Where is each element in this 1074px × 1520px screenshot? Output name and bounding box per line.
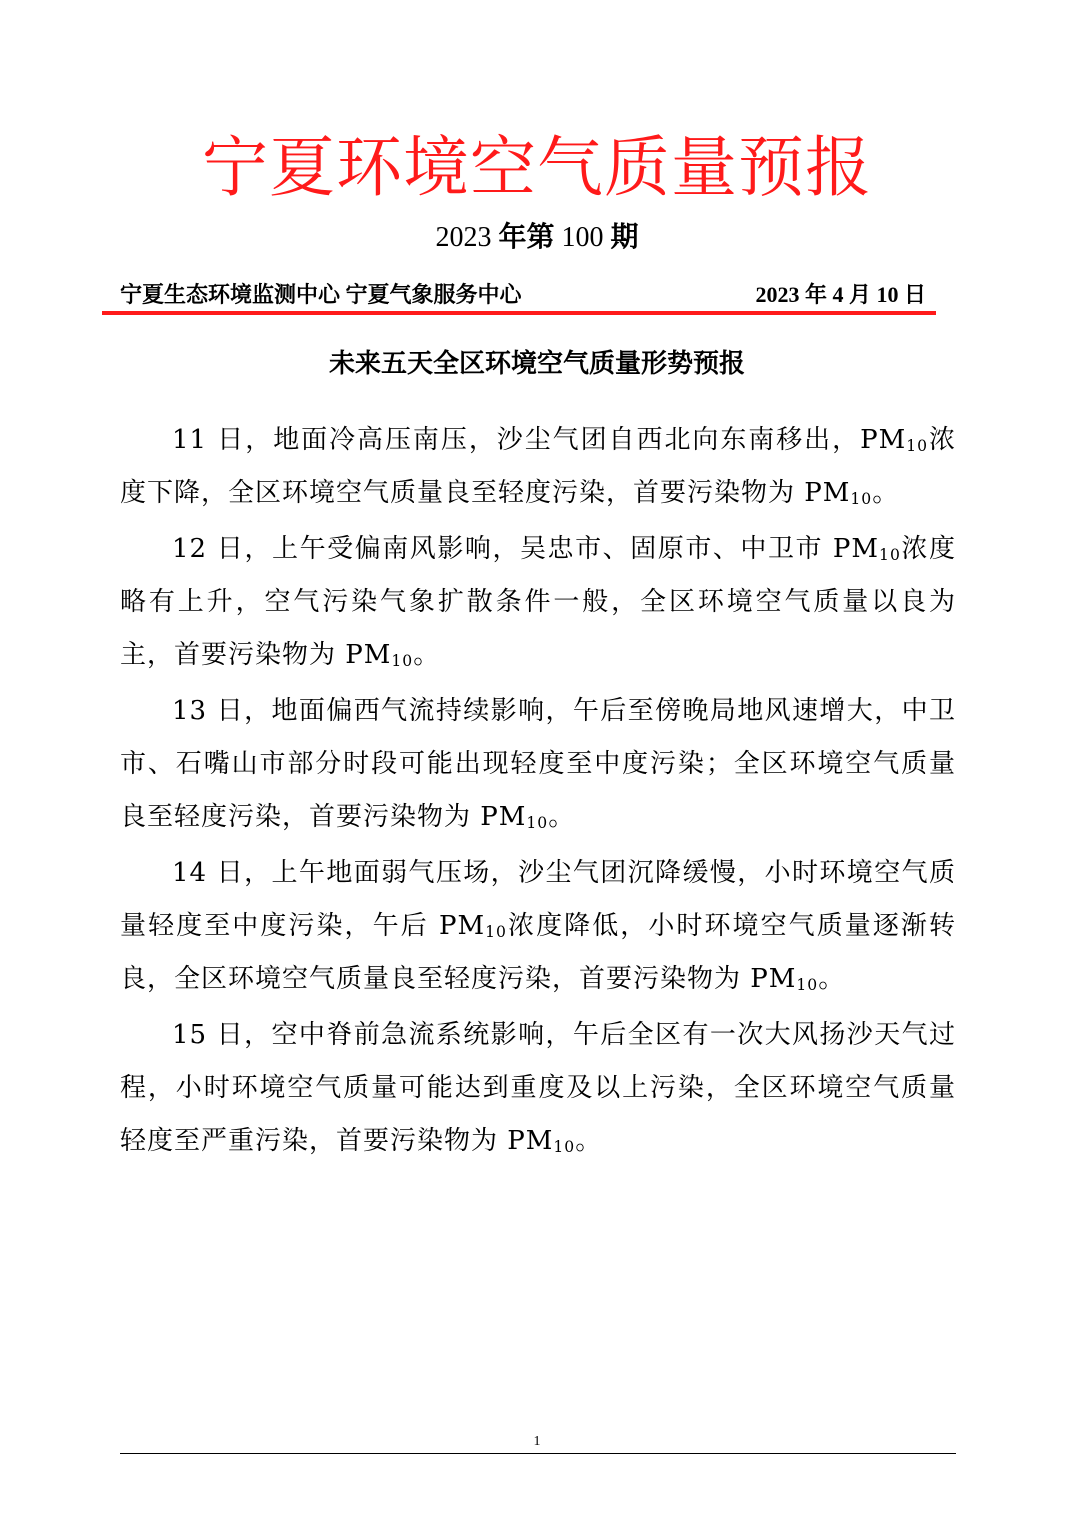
publish-date: 2023 年 4 月 10 日 [755,282,926,307]
issue-line [0,218,1074,258]
forecast-paragraph-day-12: 12 日，上午受偏南风影响，吴忠市、固原市、中卫市 $PM_{10}$浓度略有上升，空气污染气象扩散条件一般，全区环境空气质量以良为主，首要污染物为 $PM_{10}$。 [120,534,956,670]
forecast-paragraph-day-13: 13 日，地面偏西气流持续影响，午后至傍晚局地风速增大，中卫市、石嘴山市部分时段可能出现轻度至中度污染；全区环境空气质量良至轻度污染，首要污染物为 $PM_{10}$。 [120,696,956,832]
forecast-paragraph-day-14: 14 日，上午地面弱气压场，沙尘气团沉降缓慢，小时环境空气质量轻度至中度污染，午后 $PM_{10}$浓度降低，小时环境空气质量逐渐转良，全区环境空气质量良至轻度污染，首要污染物为 $PM_{10}$。 [120,858,956,994]
publisher-organizations: 宁夏生态环境监测中心 宁夏气象服务中心 [120,282,522,307]
issue-number-suffix: 期 [610,222,639,253]
footer-rule [120,1453,956,1454]
masthead-title: 宁夏环境空气质量预报 [202,129,872,206]
issue-year: 2023 [435,222,492,253]
issue-number: 100 [561,222,604,253]
forecast-paragraph-day-11: 11 日，地面冷高压南压，沙尘气团自西北向东南移出，$PM_{10}$浓度下降，全区环境空气质量良至轻度污染，首要污染物为 $PM_{10}$。 [120,425,956,508]
publisher-line [120,278,926,312]
forecast-paragraph-day-15: 15 日，空中脊前急流系统影响，午后全区有一次大风扬沙天气过程，小时环境空气质量可能达到重度及以上污染，全区环境空气质量轻度至严重污染，首要污染物为 $PM_{10}$。 [120,1020,956,1156]
issue-year-suffix: 年第 [498,222,555,253]
section-title: 未来五天全区环境空气质量形势预报 [328,349,745,379]
header-red-rule [102,311,936,315]
page-number: 1 [533,1434,541,1449]
forecast-body [120,414,956,1168]
